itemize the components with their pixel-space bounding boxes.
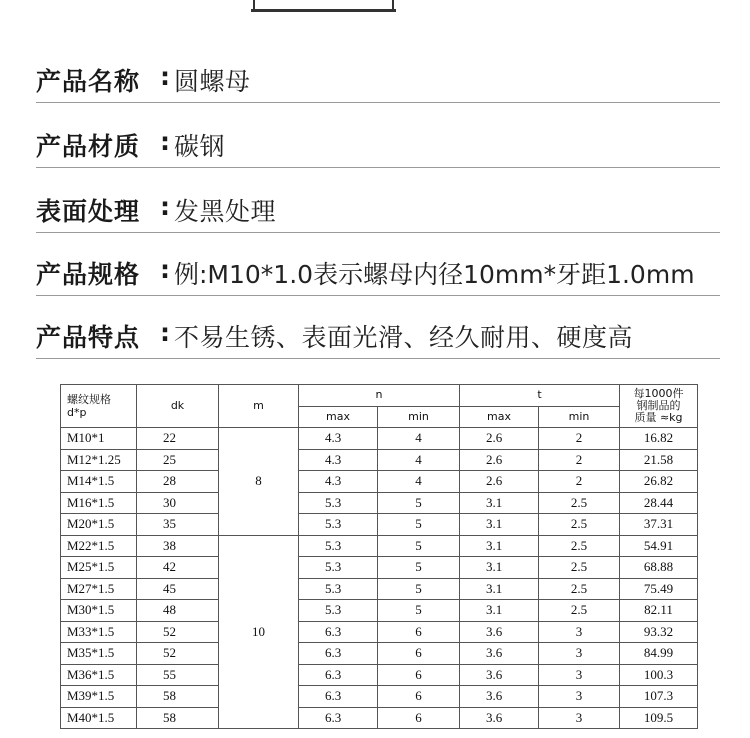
- cell-dk: 25: [137, 449, 219, 471]
- cell-n-max: 5.3: [299, 514, 378, 536]
- cell-spec: M14*1.5: [61, 471, 137, 493]
- cell-n-max: 6.3: [299, 686, 378, 708]
- cell-n-min: 4: [378, 428, 460, 450]
- cell-dk: 35: [137, 514, 219, 536]
- cell-n-min: 5: [378, 535, 460, 557]
- table-row: [61, 664, 698, 686]
- info-key: 产品名称: [36, 67, 141, 96]
- cell-spec: M25*1.5: [61, 557, 137, 579]
- cell-t-min: 3: [539, 686, 620, 708]
- cell-mass: 16.82: [620, 428, 698, 450]
- cell-n-min: 4: [378, 449, 460, 471]
- cell-mass: 107.3: [620, 686, 698, 708]
- info-colon: :: [160, 62, 170, 91]
- cell-mass: 100.3: [620, 664, 698, 686]
- cell-t-max: 3.1: [460, 514, 539, 536]
- table-row: [61, 707, 698, 729]
- cell-mass: 82.11: [620, 600, 698, 622]
- cell-dk: 28: [137, 471, 219, 493]
- spec-table-body: [61, 428, 698, 729]
- cell-dk: 55: [137, 664, 219, 686]
- cell-dk: 58: [137, 686, 219, 708]
- cell-spec: M39*1.5: [61, 686, 137, 708]
- cell-t-max: 3.6: [460, 621, 539, 643]
- cell-n-max: 5.3: [299, 535, 378, 557]
- cell-t-min: 2: [539, 449, 620, 471]
- cell-n-max: 5.3: [299, 492, 378, 514]
- cell-t-max: 3.1: [460, 600, 539, 622]
- spec-table: [60, 384, 698, 729]
- info-colon: :: [160, 127, 170, 156]
- cell-spec: M36*1.5: [61, 664, 137, 686]
- cell-dk: 42: [137, 557, 219, 579]
- cell-n-min: 5: [378, 557, 460, 579]
- cell-n-max: 5.3: [299, 578, 378, 600]
- table-row: [61, 471, 698, 493]
- cell-dk: 52: [137, 621, 219, 643]
- cell-t-min: 2.5: [539, 535, 620, 557]
- header-spec-line2: d*p: [67, 406, 87, 419]
- cell-n-min: 6: [378, 707, 460, 729]
- cell-t-min: 3: [539, 621, 620, 643]
- cell-n-min: 6: [378, 621, 460, 643]
- header-t-min: min: [539, 406, 620, 428]
- header-t: t: [460, 385, 620, 407]
- info-row-surface: [36, 192, 720, 233]
- cell-mass: 21.58: [620, 449, 698, 471]
- header-n: n: [299, 385, 460, 407]
- info-key: 产品材质: [36, 132, 141, 161]
- cell-t-max: 2.6: [460, 428, 539, 450]
- table-row: [61, 578, 698, 600]
- table-row: [61, 514, 698, 536]
- cell-n-min: 5: [378, 578, 460, 600]
- cell-n-min: 4: [378, 471, 460, 493]
- header-mass: [620, 385, 698, 428]
- header-spec: [61, 385, 137, 428]
- info-key: 表面处理: [36, 197, 141, 226]
- cell-m-group-8: 8: [219, 428, 299, 536]
- cell-m-group-10: 10: [219, 535, 299, 729]
- cell-n-min: 6: [378, 643, 460, 665]
- cell-dk: 52: [137, 643, 219, 665]
- cell-dk: 22: [137, 428, 219, 450]
- table-row: [61, 557, 698, 579]
- cell-mass: 54.91: [620, 535, 698, 557]
- table-row: [61, 643, 698, 665]
- info-key: 产品规格: [36, 260, 141, 289]
- cell-n-min: 6: [378, 664, 460, 686]
- info-row-features: [36, 318, 720, 359]
- cell-n-min: 6: [378, 686, 460, 708]
- cell-dk: 45: [137, 578, 219, 600]
- cell-dk: 38: [137, 535, 219, 557]
- cell-spec: M16*1.5: [61, 492, 137, 514]
- cell-mass: 109.5: [620, 707, 698, 729]
- header-n-min: min: [378, 406, 460, 428]
- cell-t-max: 3.1: [460, 535, 539, 557]
- table-row: [61, 492, 698, 514]
- table-row: [61, 535, 698, 557]
- product-illustration-fragment: [251, 0, 396, 14]
- cell-mass: 84.99: [620, 643, 698, 665]
- cell-mass: 26.82: [620, 471, 698, 493]
- cell-n-max: 4.3: [299, 428, 378, 450]
- cell-mass: 75.49: [620, 578, 698, 600]
- cell-n-max: 6.3: [299, 707, 378, 729]
- info-value: 发黑处理: [174, 197, 277, 226]
- cell-t-min: 3: [539, 707, 620, 729]
- cell-n-max: 4.3: [299, 449, 378, 471]
- cell-n-max: 4.3: [299, 471, 378, 493]
- cell-n-min: 5: [378, 492, 460, 514]
- table-row: [61, 449, 698, 471]
- cell-t-min: 3: [539, 643, 620, 665]
- info-value: 碳钢: [174, 132, 226, 161]
- cell-t-min: 2.5: [539, 492, 620, 514]
- cell-mass: 28.44: [620, 492, 698, 514]
- cell-t-max: 3.6: [460, 707, 539, 729]
- header-t-max: max: [460, 406, 539, 428]
- cell-t-min: 2.5: [539, 600, 620, 622]
- cell-spec: M12*1.25: [61, 449, 137, 471]
- header-spec-line1: 螺纹规格: [67, 393, 111, 406]
- cell-spec: M40*1.5: [61, 707, 137, 729]
- cell-t-min: 2.5: [539, 514, 620, 536]
- cell-t-min: 2: [539, 428, 620, 450]
- cell-t-max: 3.1: [460, 578, 539, 600]
- cell-t-min: 2.5: [539, 557, 620, 579]
- table-row: [61, 686, 698, 708]
- cell-spec: M10*1: [61, 428, 137, 450]
- info-colon: :: [160, 318, 170, 347]
- cell-t-min: 2.5: [539, 578, 620, 600]
- info-value: 不易生锈、表面光滑、经久耐用、硬度高: [174, 323, 634, 352]
- info-row-material: [36, 127, 720, 168]
- cell-n-max: 6.3: [299, 664, 378, 686]
- info-value: 例:M10*1.0表示螺母内径10mm*牙距1.0mm: [174, 260, 695, 289]
- cell-mass: 68.88: [620, 557, 698, 579]
- info-row-spec: [36, 255, 720, 296]
- table-row: [61, 621, 698, 643]
- cell-spec: M30*1.5: [61, 600, 137, 622]
- table-row: [61, 600, 698, 622]
- cell-t-max: 3.1: [460, 492, 539, 514]
- cell-t-max: 3.6: [460, 686, 539, 708]
- table-row: [61, 428, 698, 450]
- cell-t-max: 2.6: [460, 471, 539, 493]
- cell-spec: M22*1.5: [61, 535, 137, 557]
- cell-spec: M35*1.5: [61, 643, 137, 665]
- cell-n-max: 6.3: [299, 643, 378, 665]
- info-key: 产品特点: [36, 323, 141, 352]
- header-mass-line1: 每1000件: [633, 387, 684, 400]
- cell-t-max: 3.6: [460, 664, 539, 686]
- cell-t-min: 3: [539, 664, 620, 686]
- info-colon: :: [160, 255, 170, 284]
- cell-dk: 30: [137, 492, 219, 514]
- cell-dk: 58: [137, 707, 219, 729]
- cell-spec: M20*1.5: [61, 514, 137, 536]
- cell-t-max: 3.1: [460, 557, 539, 579]
- cell-dk: 48: [137, 600, 219, 622]
- cell-mass: 93.32: [620, 621, 698, 643]
- header-n-max: max: [299, 406, 378, 428]
- info-row-name: [36, 62, 720, 103]
- cell-mass: 37.31: [620, 514, 698, 536]
- cell-n-max: 5.3: [299, 557, 378, 579]
- info-value: 圆螺母: [174, 67, 251, 96]
- cell-n-max: 6.3: [299, 621, 378, 643]
- cell-spec: M33*1.5: [61, 621, 137, 643]
- cell-spec: M27*1.5: [61, 578, 137, 600]
- header-mass-line3: 质量 ≈kg: [634, 411, 683, 424]
- header-m: m: [219, 385, 299, 428]
- cell-n-min: 5: [378, 514, 460, 536]
- cell-n-min: 5: [378, 600, 460, 622]
- cell-t-max: 2.6: [460, 449, 539, 471]
- info-colon: :: [160, 192, 170, 221]
- header-dk: dk: [137, 385, 219, 428]
- cell-t-max: 3.6: [460, 643, 539, 665]
- cell-n-max: 5.3: [299, 600, 378, 622]
- header-mass-line2: 钢制品的: [636, 399, 681, 412]
- cell-t-min: 2: [539, 471, 620, 493]
